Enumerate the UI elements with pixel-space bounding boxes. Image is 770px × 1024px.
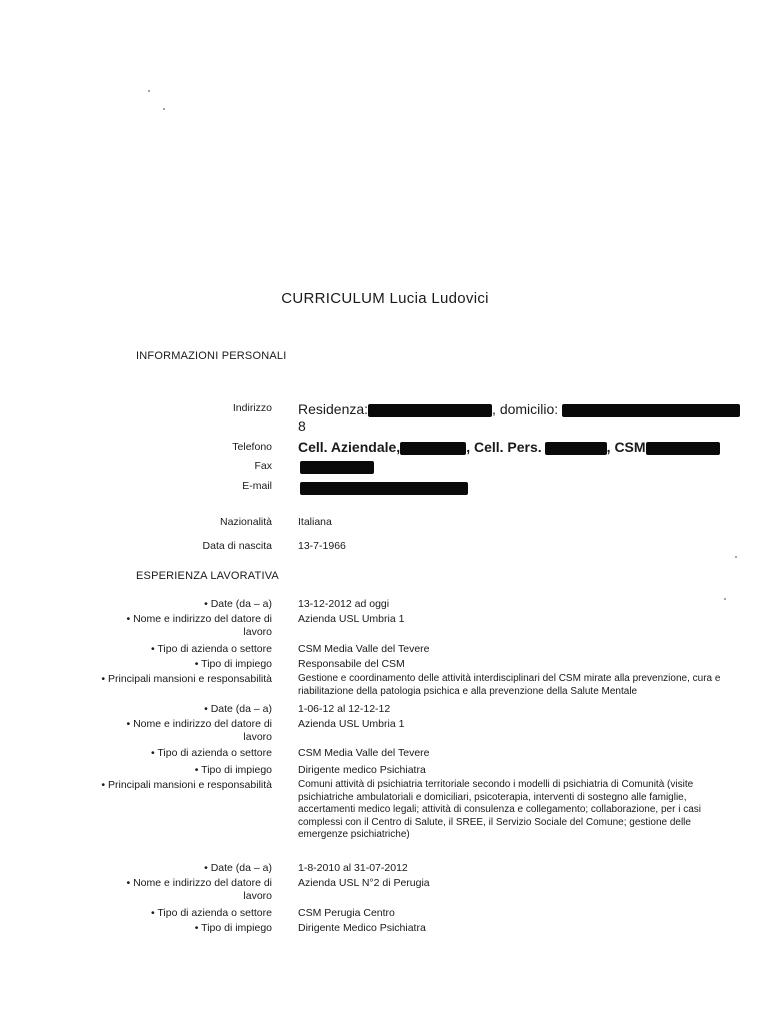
birthdate-label: Data di nascita (202, 540, 272, 552)
address-domicilio: , domicilio: (492, 401, 559, 417)
job-employer-label (100, 613, 272, 639)
nationality-value: Italiana (298, 516, 332, 528)
duties-line: riabilitazione della patologia psichica e alla prevenzione della Salute Mentale (298, 685, 638, 697)
redaction-block (300, 461, 374, 474)
fax-value (300, 459, 374, 477)
phone-value (298, 438, 720, 456)
phone-cell-pers: , Cell. Pers. (466, 439, 542, 455)
section-heading-personal: INFORMAZIONI PERSONALI (136, 350, 287, 362)
duties-line: Gestione e coordinamento delle attività interdisciplinari del CSM mirate alla prevenzione, cura e (298, 673, 721, 684)
address-line2: 8 (298, 418, 306, 434)
fax-label: Fax (254, 460, 272, 472)
duties-line: complessi con il Centro di Salute, il SREE, il Servizio Sociale del Comune; gestione delle (298, 816, 691, 828)
redaction-block (300, 482, 468, 495)
job-employer-value: Azienda USL Umbria 1 (298, 613, 405, 625)
duties-line: psichiatriche ambulatoriali e domiciliari, psicoterapia, interventi di sostegno alle famiglie, (298, 791, 687, 803)
job-role-label: • Tipo di impiego (194, 764, 272, 776)
redaction-block (545, 442, 607, 455)
job-role-value: Dirigente medico Psichiatra (298, 764, 426, 776)
duties-line: emergenze psichiatriche) (298, 829, 410, 840)
email-value (300, 480, 468, 498)
page-title: CURRICULUM Lucia Ludovici (281, 290, 489, 307)
redaction-block (562, 404, 740, 417)
job-employer-value: Azienda USL Umbria 1 (298, 718, 405, 730)
job-role-label: • Tipo di impiego (194, 922, 272, 934)
employer-label-line: • Nome e indirizzo del datore di (126, 877, 272, 889)
job-duties-label: • Principali mansioni e responsabilità (101, 779, 272, 791)
scan-speck (163, 108, 165, 110)
employer-label-line: lavoro (243, 731, 272, 743)
job-type-label: • Tipo di azienda o settore (150, 643, 272, 655)
birthdate-value: 13-7-1966 (298, 540, 346, 552)
job-role-value: Responsabile del CSM (298, 658, 405, 670)
redaction-block (646, 442, 720, 455)
job-date-value: 1-06-12 al 12-12-12 (298, 703, 391, 715)
job-date-label: • Date (da – a) (204, 598, 272, 610)
address-value (298, 400, 740, 418)
email-label: E-mail (242, 480, 272, 492)
job-duties-value (298, 779, 738, 842)
redaction-block (368, 404, 492, 417)
job-date-label: • Date (da – a) (204, 862, 272, 874)
job-role-value: Dirigente Medico Psichiatra (298, 922, 426, 934)
job-type-value: CSM Perugia Centro (298, 907, 395, 919)
section-heading-work: ESPERIENZA LAVORATIVA (136, 570, 279, 582)
job-duties-label: • Principali mansioni e responsabilità (101, 673, 272, 685)
job-type-label: • Tipo di azienda o settore (150, 907, 272, 919)
address-residenza: Residenza: (298, 401, 369, 417)
job-type-value: CSM Media Valle del Tevere (298, 747, 430, 759)
job-type-label: • Tipo di azienda o settore (150, 747, 272, 759)
nationality-label: Nazionalità (220, 516, 272, 528)
employer-label-line: • Nome e indirizzo del datore di (126, 718, 272, 730)
address-label: Indirizzo (232, 402, 272, 414)
phone-csm: , CSM (606, 439, 646, 455)
job-duties-value (298, 673, 738, 698)
redaction-block (400, 442, 466, 455)
duties-line: accertamenti medico legali; attività di consulenza e collegamento; collaborazione, per i casi (298, 804, 701, 815)
job-date-value: 1-8-2010 al 31-07-2012 (298, 862, 408, 874)
employer-label-line: • Nome e indirizzo del datore di (126, 613, 272, 625)
job-date-label: • Date (da – a) (204, 703, 272, 715)
job-date-value: 13-12-2012 ad oggi (298, 598, 390, 610)
job-role-label: • Tipo di impiego (194, 658, 272, 670)
scan-speck (735, 556, 737, 558)
phone-cell-aziendale: Cell. Aziendale, (298, 439, 401, 455)
employer-label-line: lavoro (243, 890, 272, 902)
scan-speck (148, 90, 150, 92)
phone-label: Telefono (232, 441, 272, 453)
scan-speck (724, 598, 726, 600)
job-employer-label (100, 718, 272, 744)
job-employer-value: Azienda USL N°2 di Perugia (298, 877, 430, 889)
job-type-value: CSM Media Valle del Tevere (298, 643, 430, 655)
duties-line: Comuni attività di psichiatria territoriale secondo i modelli di psichiatria di Comunità (visite (298, 779, 694, 790)
job-employer-label (100, 877, 272, 903)
employer-label-line: lavoro (243, 626, 272, 638)
